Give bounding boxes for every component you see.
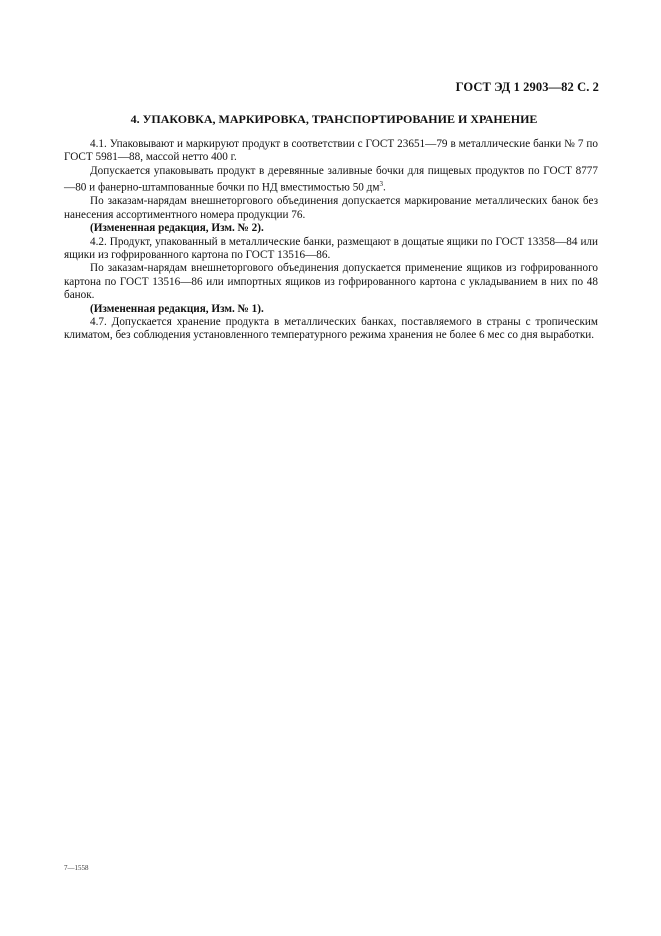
amendment-note-2: (Измененная редакция, Изм. № 2). — [90, 222, 264, 235]
paragraph-packaging-barrels-text: Допускается упаковывать продукт в деревянные заливные бочки для пищевых продуктов по ГОСТ 8777—80 и фанерно-штампованные бочки по НД вместимостью 50 дм — [64, 164, 598, 194]
paragraph-4-2: 4.2. Продукт, упакованный в металлические банки, размещают в дощатые ящики по ГОСТ 13358—84 или ящики из гофрированного картона по ГОСТ 13516—86. — [64, 235, 598, 261]
paragraph-packaging-barrels-end: . — [382, 181, 386, 194]
paragraph-4-7: 4.7. Допускается хранение продукта в металлических банках, поставляемого в страны с тропическим климатом, без соблюдения установленного температурного режима хранения не более 6 мес со дня выработки. — [64, 316, 598, 342]
section-body — [64, 138, 598, 343]
section-title: 4. УПАКОВКА, МАРКИРОВКА, ТРАНСПОРТИРОВАНИЕ И ХРАНЕНИЕ — [130, 112, 538, 126]
amendment-note-1: (Измененная редакция, Изм. № 1). — [90, 302, 264, 315]
document-header: ГОСТ ЭД 1 2903—82 С. 2 — [455, 80, 599, 94]
paragraph-4-1: 4.1. Упаковывают и маркируют продукт в соответствии с ГОСТ 23651—79 в металлические банки № 7 по ГОСТ 5981—88, массой нетто 400 г. — [64, 138, 598, 164]
print-code: 7—1558 — [64, 864, 89, 872]
paragraph-packaging-barrels — [64, 165, 598, 196]
paragraph-export-boxes: По заказам-нарядам внешнеторгового объединения допускается применение ящиков из гофрированного картона по ГОСТ 13516—86 или импортных ящиков из гофрированного картона с укладыванием в них по 48 банок. — [64, 262, 598, 302]
paragraph-marking: По заказам-нарядам внешнеторгового объединения допускается маркирование металлических банок без нанесения ассортиментного номера продукции 76. — [64, 195, 598, 221]
cubic-superscript: 3 — [379, 180, 383, 189]
